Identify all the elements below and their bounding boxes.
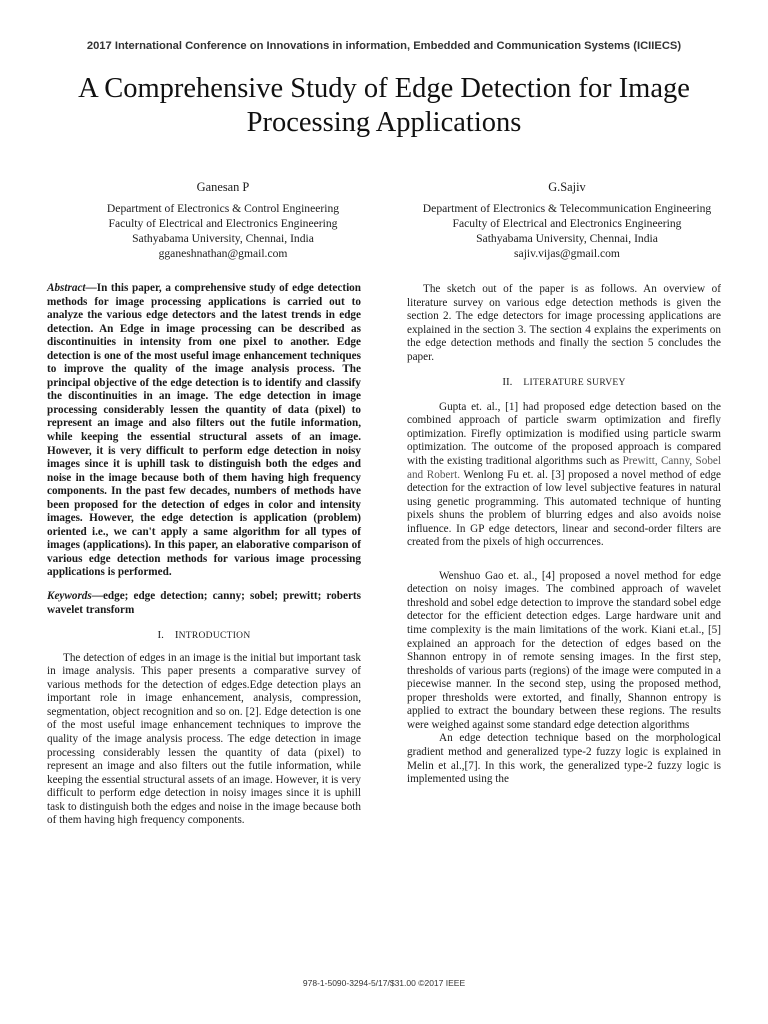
left-column: [47, 282, 361, 828]
section-title-rest: NTRODUCTION: [178, 631, 251, 642]
literature-paragraph-1: [407, 401, 721, 550]
keywords-text: —edge; edge detection; canny; sobel; prewitt; roberts wavelet transform: [47, 590, 361, 616]
abstract-text: —In this paper, a comprehensive study of edge detection methods for image processing applications is carried out to analyze the various edge detectors and the latest trends in edge detection. An Edge in image processing can be described as discontinuities in intensity from one pixel to another. Edge detection is one of the most useful image enhancement techniques to improve the quality of the image analysis process. The principal objective of the edge detection is to identify and classify the discontinuities in an image. The edge detection in image processing considerably lessen the quantity of data (pixel) to represent an image and also filters out the futile information, while keeping the essential structural assets of an image. However, it is very difficult to perform edge detection in noisy images since it is uphill task to distinguish both the edges and noise in the image because both of them having high frequency components. In the past few decades, numbers of methods have been proposed for the detection of edges in color and intensity images. However, the edge detection is application (problem) oriented i.e., we can't apply a same algorithm for all types of images (applications). In this paper, an elaborative comparison of various edge detection methods for various image processing applications is performed.: [47, 282, 361, 579]
literature-paragraph-2: Wenshuo Gao et. al., [4] proposed a novel method for edge detection on noisy images. The combined approach of wavelet threshold and sobel edge detection to improve the standard sobel edge detector for the efficient detection edges. Large hardware unit and time complexity is the main limitations of the work. Kiani et.al., [5] explained an approach for the detection of edges based on the Shannon entropy in of remote sensing images. In the first step, thresholds of various parts (regions) of the image were computed in a piecewise manner. In the second step, using the proposed method, proper thresholds were extorted, and finally, Shannon entropy is applied to extract the boundary between these regions. The results were weighed against some standard edge detection algorithms: [407, 569, 721, 731]
author-university: Sathyabama University, Chennai, India: [132, 232, 314, 245]
page-footer: 978-1-5090-3294-5/17/$31.00 ©2017 IEEE: [302, 978, 466, 988]
author-block-2: [397, 180, 737, 261]
section-title-first: I: [174, 629, 179, 642]
title-line-1: A Comprehensive Study of Edge Detection for Image: [78, 73, 690, 104]
author-email: gganeshnathan@gmail.com: [158, 247, 288, 260]
section-number: I.: [157, 629, 164, 642]
gupta-text-c: Wenlong Fu et. al. [3] proposed a novel method of edge detection for the extraction of low level subjective features in natural using genetic programming. This automated technique of hunting pixels shuns the problem of blurring edges and also avoids noise influence. In GP edge detectors, linear and second-order filters are created from the pixels of high occurrences.: [407, 468, 722, 549]
literature-paragraph-3: An edge detection technique based on the morphological gradient method and generalized type-2 fuzzy logic is explained in Melin et al.,[7]. In this work, the generalized type-2 fuzzy logic is implemented using the: [407, 732, 721, 786]
section-heading-literature: [407, 376, 721, 391]
abstract-lead: Abstract: [47, 282, 86, 294]
author-name: Ganesan P: [196, 180, 250, 194]
gupta-text-a: Gupta et. al., [1] had proposed edge detection based on the combined approach of particle swarm optimization and firefly optimization. Firefly optimization is modified using particle swarm optimization. The outcome of the proposed approach is compared with the existing traditional algorithms such as: [407, 400, 721, 468]
abstract: [47, 282, 361, 580]
keywords: [47, 590, 361, 617]
intro-paragraph: The detection of edges in an image is the initial but important task in image analysis. This paper presents a comparative survey of various methods for the detection of edges.Edge detection plays an important role in image enhancement, analysis, compression, segmentation, object recognition and so on. [2]. Edge detection is one of the most useful image enhancement techniques to improve the quality of the image analysis process. The edge detection in image processing considerably lessen the quantity of data (pixel) to represent an image and also filters out the futile information, while keeping the essential structural assets of an image. However, it is very difficult to perform edge detection in noisy images since it is uphill task to distinguish both the edges and noise in the image because both of them having high frequency components.: [47, 651, 361, 827]
paper-title: [30, 72, 738, 140]
author-email: sajiv.vijas@gmail.com: [514, 247, 620, 260]
outline-paragraph: The sketch out of the paper is as follows. An overview of literature survey on various edge detection methods is given the section 2. The edge detectors for image processing applications are explained in the section 3. The section 4 explains the experiments on the edge detection methods and finally the section 5 concludes the paper.: [407, 283, 721, 363]
section-number: II.: [502, 376, 513, 389]
author-block-1: [53, 180, 393, 261]
title-line-2: Processing Applications: [246, 107, 522, 138]
right-column: [407, 283, 721, 787]
keywords-lead: Keywords: [47, 590, 92, 603]
gupta-text-b: Prewitt, Canny, Sobel and Robert.: [407, 455, 721, 481]
author-dept: Department of Electronics & Control Engineering: [106, 202, 340, 215]
author-faculty: Faculty of Electrical and Electronics Engineering: [108, 217, 338, 230]
conference-header: 2017 International Conference on Innovations in information, Embedded and Communication Systems (ICIIECS): [86, 40, 682, 52]
author-university: Sathyabama University, Chennai, India: [476, 232, 658, 245]
section-title-rest: LITERATURE SURVEY: [523, 378, 626, 389]
author-faculty: Faculty of Electrical and Electronics Engineering: [452, 217, 682, 230]
section-heading-introduction: [47, 629, 361, 644]
author-dept: Department of Electronics & Telecommunication Engineering: [422, 202, 712, 215]
author-name: G.Sajiv: [548, 180, 586, 194]
